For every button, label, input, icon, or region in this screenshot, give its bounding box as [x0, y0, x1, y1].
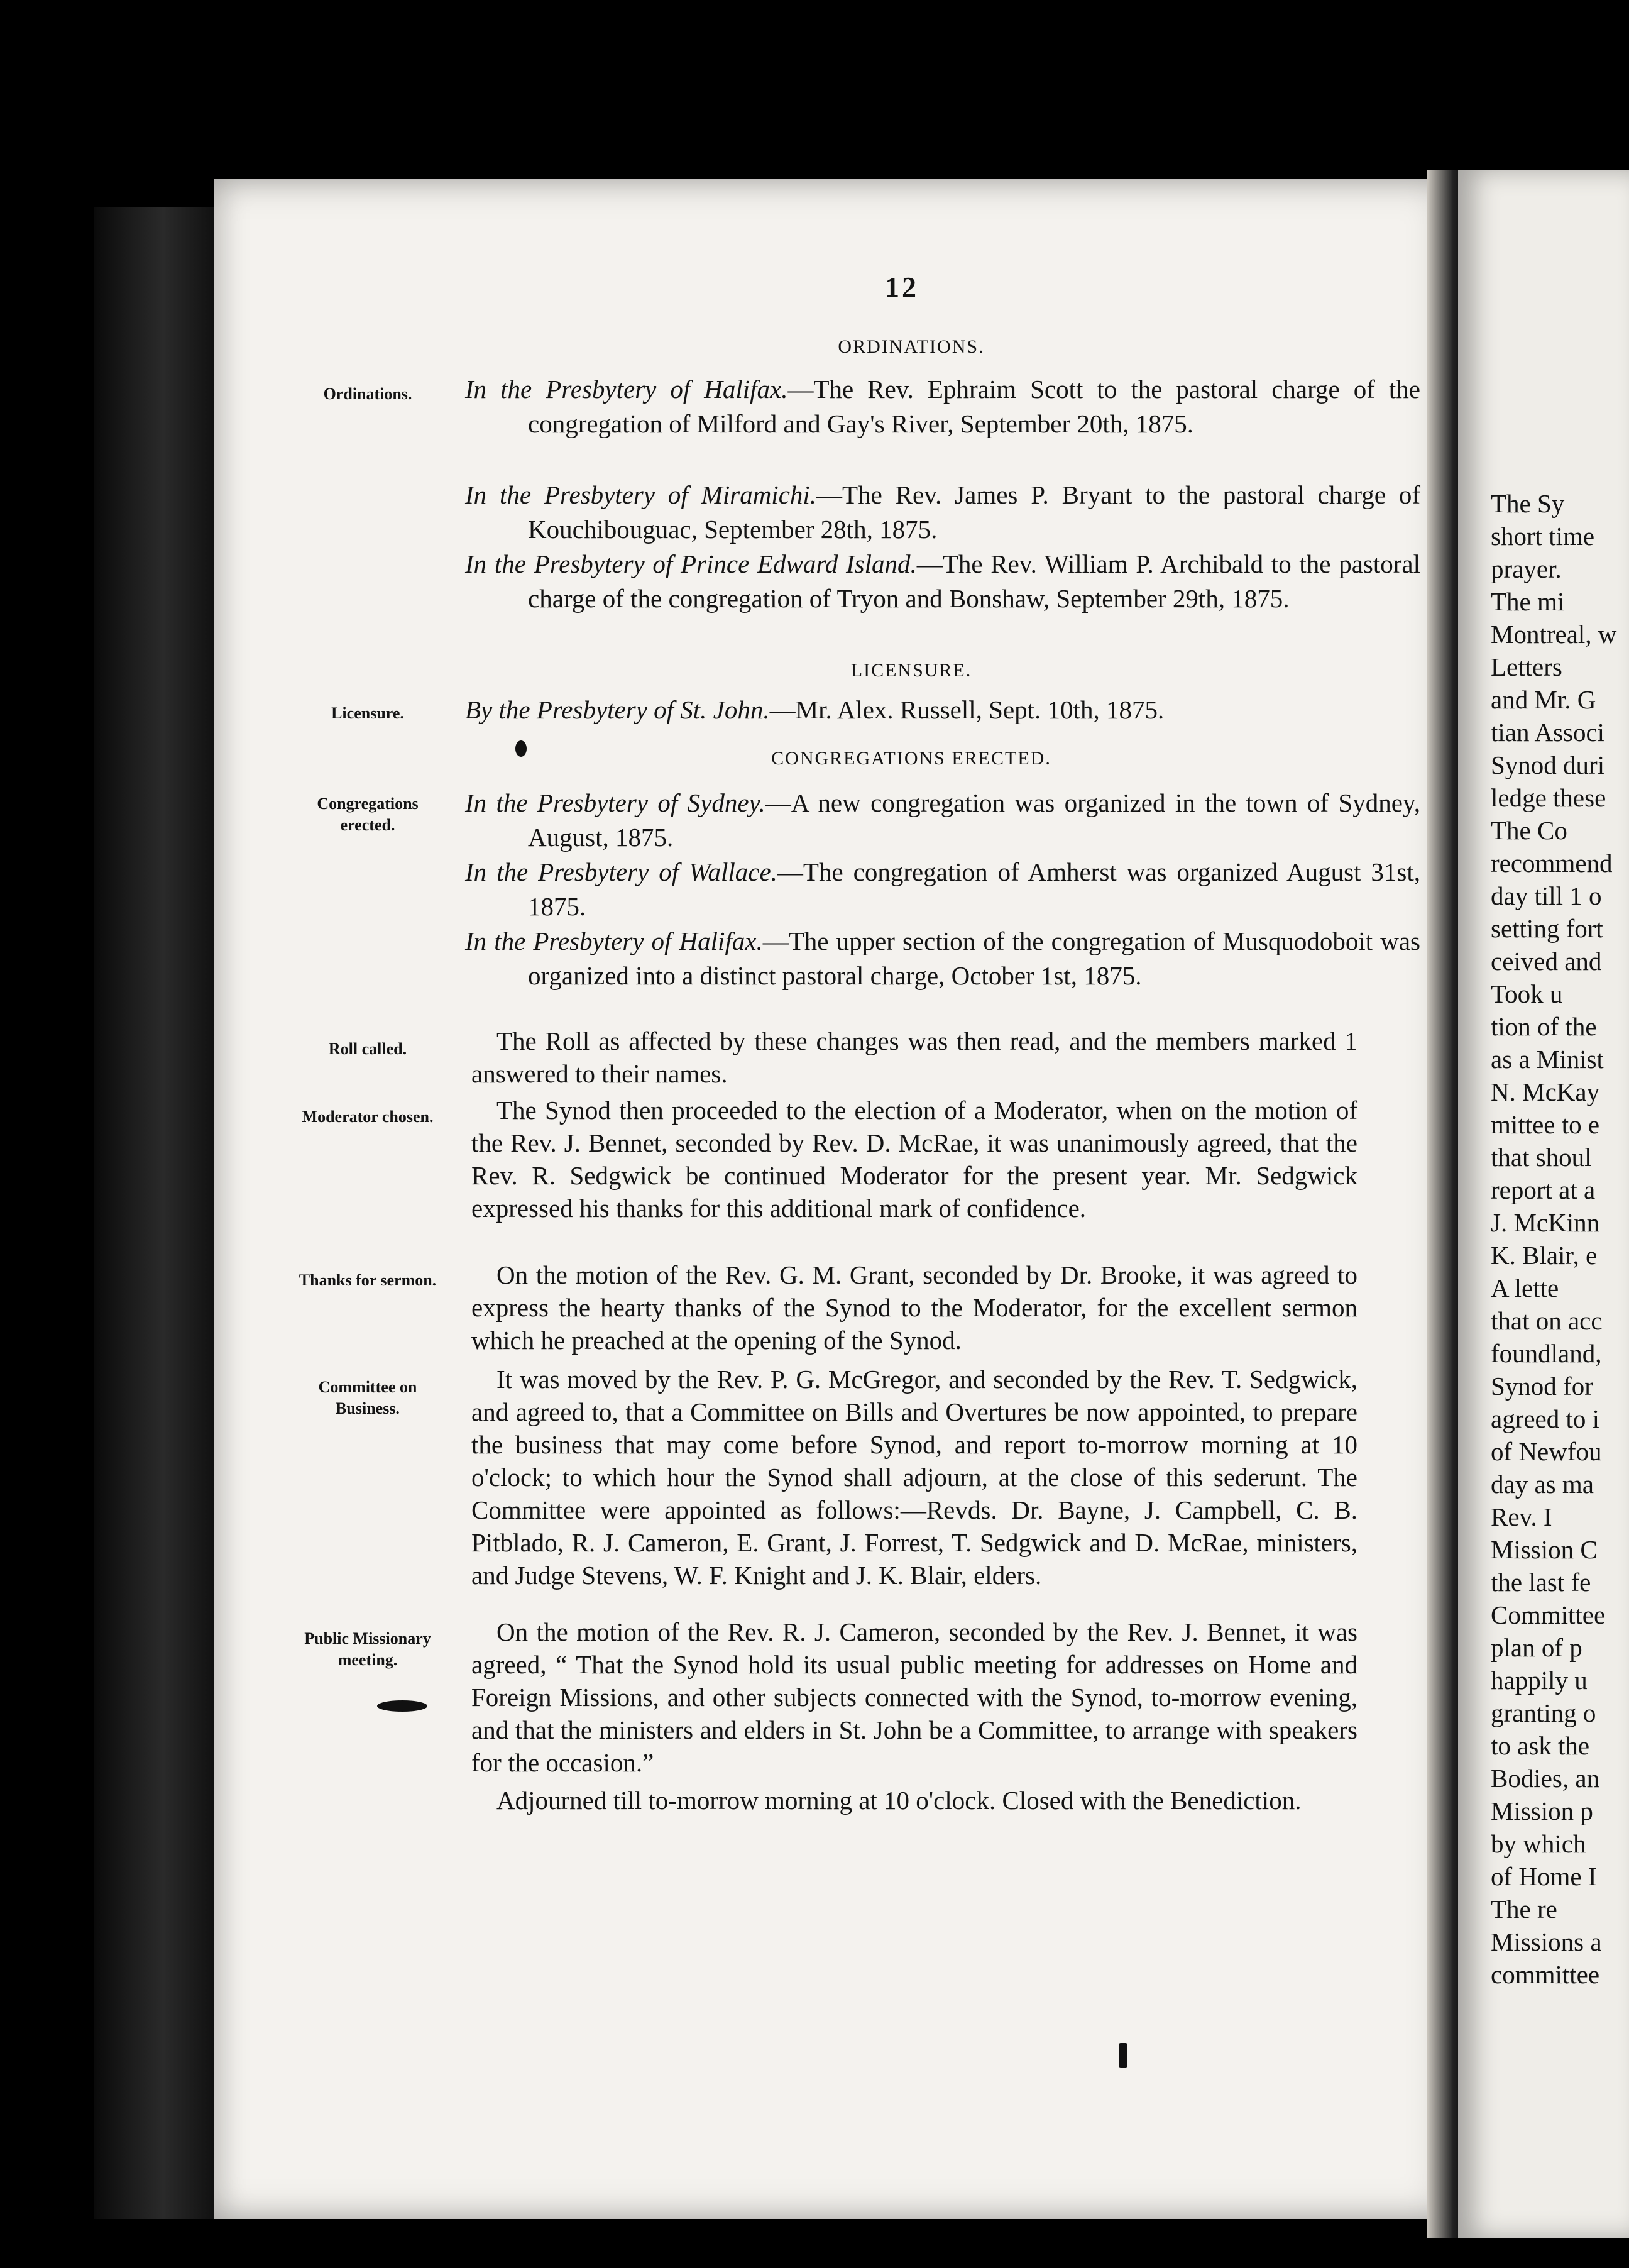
ordination-entry — [465, 547, 1420, 616]
right-page-line: Montreal, w — [1491, 620, 1617, 649]
entry-place: In the Presbytery of Wallace. — [465, 857, 777, 886]
congregation-entry — [465, 855, 1420, 924]
licensure-entry — [465, 693, 1420, 727]
right-page-line: to ask the — [1491, 1731, 1590, 1760]
margin-note-roll: Roll called. — [328, 1040, 407, 1058]
heading-congregations-erected: CONGREGATIONS ERECTED. — [771, 748, 1051, 769]
right-page-line: of Home I — [1491, 1862, 1597, 1891]
margin-note-licensure: Licensure. — [331, 704, 404, 722]
right-page-line: prayer. — [1491, 554, 1562, 583]
entry-place: In the Presbytery of Prince Edward Island. — [465, 549, 917, 578]
entry-place: In the Presbytery of Halifax. — [465, 927, 763, 955]
right-page-line: foundland, — [1491, 1339, 1602, 1368]
congregation-entry — [465, 786, 1420, 855]
entry-text: —Mr. Alex. Russell, Sept. 10th, 1875. — [769, 695, 1165, 724]
entry-place: In the Presbytery of Halifax. — [465, 375, 788, 404]
margin-note-meeting: Public Missionary meeting. — [304, 1629, 431, 1669]
margin-note-congregations: Congregations erected. — [317, 795, 419, 834]
right-page-line: report at a — [1491, 1175, 1596, 1204]
right-page-line: that shoul — [1491, 1143, 1592, 1172]
right-page-line: tian Associ — [1491, 718, 1605, 747]
right-page-line: K. Blair, e — [1491, 1241, 1598, 1270]
paragraph-meeting: On the motion of the Rev. R. J. Cameron, seconded by the Rev. J. Bennet, it was agreed, “ That the Synod hold its usual public meeting for addresses on Home and Foreign Missions, and other subjects connected with the Synod, to-morrow evening, and that the ministers and elders in St. John be a Committee, to arrange with speakers for the occasion.” — [471, 1617, 1358, 1777]
margin-note-thanks: Thanks for sermon. — [299, 1271, 437, 1289]
entry-text: —The Rev. William P. Archibald to the pastoral charge of the congregation of Tryon and Bonshaw, September 29th, 1875. — [528, 549, 1420, 613]
right-page-line: Committee — [1491, 1600, 1606, 1629]
paragraph-roll: The Roll as affected by these changes was then read, and the members marked 1 answered to their names. — [471, 1027, 1358, 1088]
ink-mark — [1119, 2043, 1127, 2068]
right-page-line: Took u — [1491, 979, 1563, 1008]
right-page-line: plan of p — [1491, 1633, 1582, 1662]
right-page-line: Rev. I — [1491, 1502, 1552, 1531]
right-page-line: tion of the — [1491, 1012, 1597, 1041]
ink-mark — [377, 1700, 427, 1712]
right-page-line: mittee to e — [1491, 1110, 1600, 1139]
right-page-line: and Mr. G — [1491, 685, 1596, 714]
paragraph-thanks: On the motion of the Rev. G. M. Grant, seconded by Dr. Brooke, it was agreed to express the hearty thanks of the Synod to the Moderator, for the excellent sermon which he preached at the opening of the Synod. — [471, 1260, 1358, 1355]
entry-place: In the Presbytery of Sydney. — [465, 788, 765, 817]
entry-text: —The Rev. James P. Bryant to the pastoral charge of Kouchibouguac, September 28th, 1875. — [528, 480, 1420, 544]
right-page-line: that on acc — [1491, 1306, 1603, 1335]
right-page-line: committee — [1491, 1960, 1600, 1989]
right-page-line: Letters — [1491, 652, 1562, 681]
paragraph-committee: It was moved by the Rev. P. G. McGregor, and seconded by the Rev. T. Sedgwick, and agreed to, that a Committee on Bills and Overtures be now appointed, to prepare the business that may come before Synod, and report to-morrow morning at 10 o'clock; to which hour the Synod shall adjourn, at the close of this sederunt. The Committee were appointed as follows:—Revds. Dr. Bayne, J. Campbell, C. B. Pitblado, R. J. Cameron, E. Grant, J. Forrest, T. Sedgwick and D. McRae, ministers, and Judge Stevens, W. F. Knight and J. K. Blair, elders. — [471, 1365, 1358, 1590]
entry-text: —A new congregation was organized in the town of Sydney, August, 1875. — [528, 788, 1420, 852]
right-page-line: The mi — [1491, 587, 1565, 616]
paragraph-adjourned: Adjourned till to-morrow morning at 10 o'clock. Closed with the Benediction. — [496, 1786, 1302, 1815]
margin-note-ordinations: Ordinations. — [323, 385, 412, 403]
paragraph-moderator: The Synod then proceeded to the election of a Moderator, when on the motion of the Rev. J. Bennet, seconded by Rev. D. McRae, it was unanimously agreed, that the Rev. R. Sedgwick be continued Moderator for the present year. Mr. Sedgwick expressed his thanks for this additional mark of confidence. — [471, 1096, 1358, 1223]
right-page-line: as a Minist — [1491, 1045, 1604, 1074]
entry-text: —The Rev. Ephraim Scott to the pastoral charge of the congregation of Milford and Gay's River, September 20th, 1875. — [528, 375, 1420, 438]
right-page-line: The Sy — [1491, 489, 1565, 518]
heading-licensure: LICENSURE. — [850, 660, 972, 681]
congregation-entry — [465, 924, 1420, 993]
right-page-line: of Newfou — [1491, 1437, 1602, 1466]
entry-text: —The upper section of the congregation of Musquodoboit was organized into a distinct pastoral charge, October 1st, 1875. — [528, 927, 1421, 990]
right-page-line: setting fort — [1491, 914, 1603, 943]
ordination-entry — [465, 372, 1420, 441]
ordination-entry — [465, 478, 1420, 547]
right-page-line: The Co — [1491, 816, 1567, 845]
heading-ordinations: ORDINATIONS. — [838, 336, 985, 357]
right-page-line: recommend — [1491, 849, 1613, 878]
book-edge — [94, 207, 220, 2219]
right-page-line: Mission C — [1491, 1535, 1598, 1564]
right-page-line: short time — [1491, 522, 1595, 551]
right-page-line: N. McKay — [1491, 1077, 1600, 1106]
margin-note-committee: Committee on Business. — [318, 1378, 417, 1418]
margin-note-moderator: Moderator chosen. — [302, 1108, 434, 1126]
right-page-line: happily u — [1491, 1666, 1588, 1695]
right-page-line: granting o — [1491, 1698, 1596, 1727]
right-page-line: Mission p — [1491, 1797, 1593, 1825]
right-page-line: the last fe — [1491, 1568, 1591, 1597]
right-page-line: Bodies, an — [1491, 1764, 1600, 1793]
right-page-line: Missions a — [1491, 1927, 1602, 1956]
right-page-line: J. McKinn — [1491, 1208, 1600, 1237]
right-page-line: ledge these — [1491, 783, 1606, 812]
right-page-line: day as ma — [1491, 1470, 1594, 1499]
entry-text: —The congregation of Amherst was organized August 31st, 1875. — [528, 857, 1420, 921]
right-page-line: ceived and — [1491, 947, 1602, 976]
right-page-line: day till 1 o — [1491, 881, 1602, 910]
right-page-line: agreed to i — [1491, 1404, 1600, 1433]
entry-place: By the Presbytery of St. John. — [465, 695, 770, 724]
right-page-line: The re — [1491, 1895, 1557, 1924]
entry-place: In the Presbytery of Miramichi. — [465, 480, 817, 509]
right-page-line: by which — [1491, 1829, 1586, 1858]
right-page-line: Synod duri — [1491, 751, 1605, 779]
right-page-line: Synod for — [1491, 1372, 1593, 1401]
right-page-line: A lette — [1491, 1274, 1559, 1302]
page-number: 12 — [885, 271, 919, 303]
